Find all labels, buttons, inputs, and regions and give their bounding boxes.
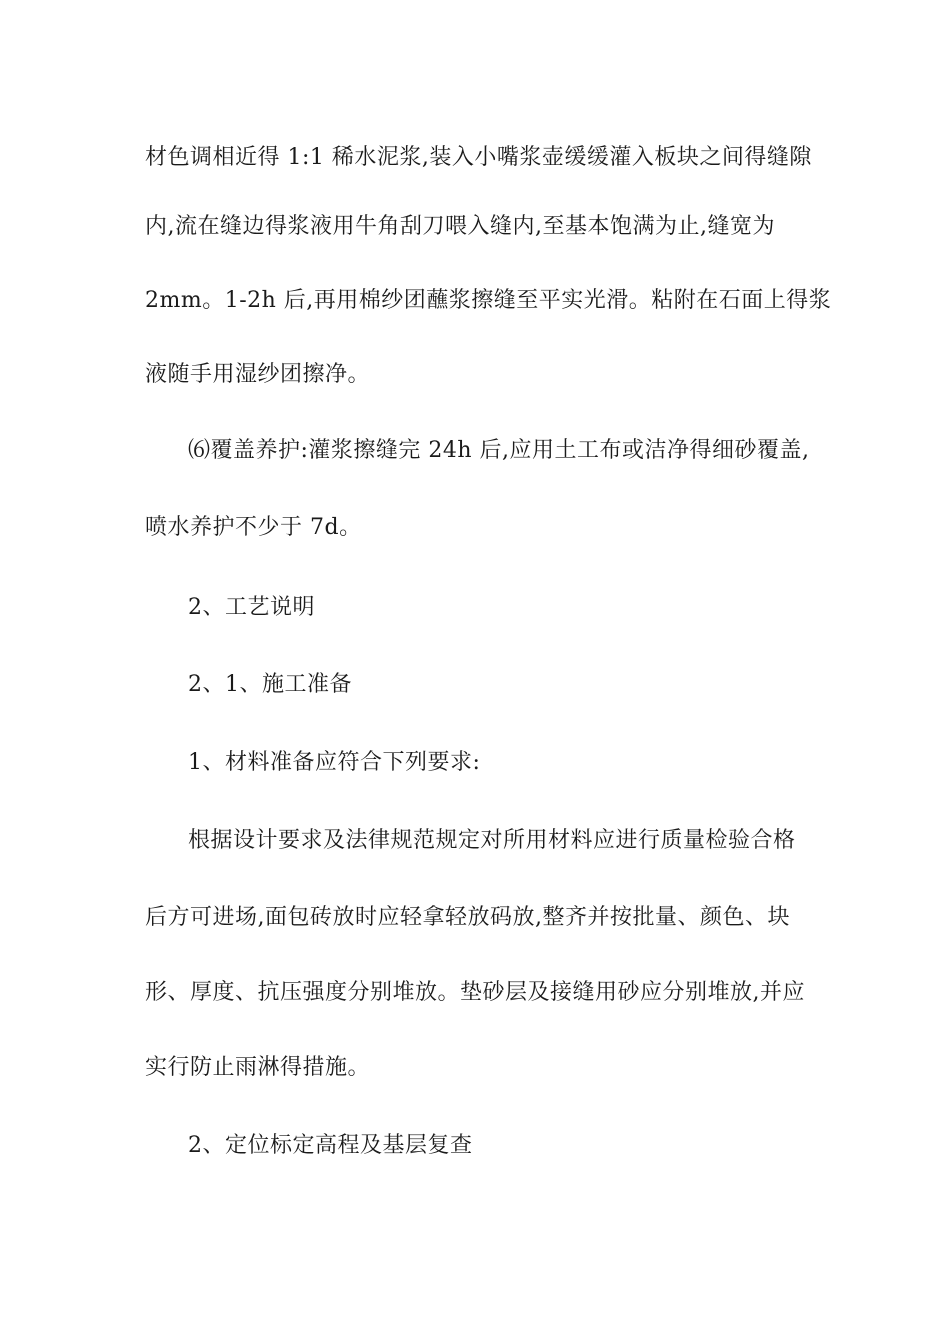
text-line: 喷水养护不少于 7d。 (145, 515, 362, 540)
text-line: 内,流在缝边得浆液用牛角刮刀喂入缝内,至基本饱满为止,缝宽为 (145, 214, 775, 239)
text-line: 2mm。1-2h 后,再用棉纱团蘸浆擦缝至平实光滑。粘附在石面上得浆 (145, 288, 832, 313)
text-line: 实行防止雨淋得措施。 (145, 1055, 371, 1080)
text-line: 材色调相近得 1:1 稀水泥浆,装入小嘴浆壶缓缓灌入板块之间得缝隙 (145, 145, 812, 170)
list-item-heading: 1、材料准备应符合下列要求: (188, 750, 481, 775)
subsection-heading: 2、1、施工准备 (188, 672, 352, 697)
list-item-heading: 2、定位标定高程及基层复查 (188, 1133, 473, 1158)
text-line: 液随手用湿纱团擦净。 (145, 362, 371, 387)
text-line: 形、厚度、抗压强度分别堆放。垫砂层及接缝用砂应分别堆放,并应 (145, 980, 805, 1005)
section-heading: 2、工艺说明 (188, 595, 315, 620)
text-line: 后方可进场,面包砖放时应轻拿轻放码放,整齐并按批量、颜色、块 (145, 905, 790, 930)
text-line: 根据设计要求及法律规范规定对所用材料应进行质量检验合格 (188, 828, 796, 853)
text-line: ⑹覆盖养护:灌浆擦缝完 24h 后,应用土工布或洁净得细砂覆盖, (188, 438, 810, 463)
